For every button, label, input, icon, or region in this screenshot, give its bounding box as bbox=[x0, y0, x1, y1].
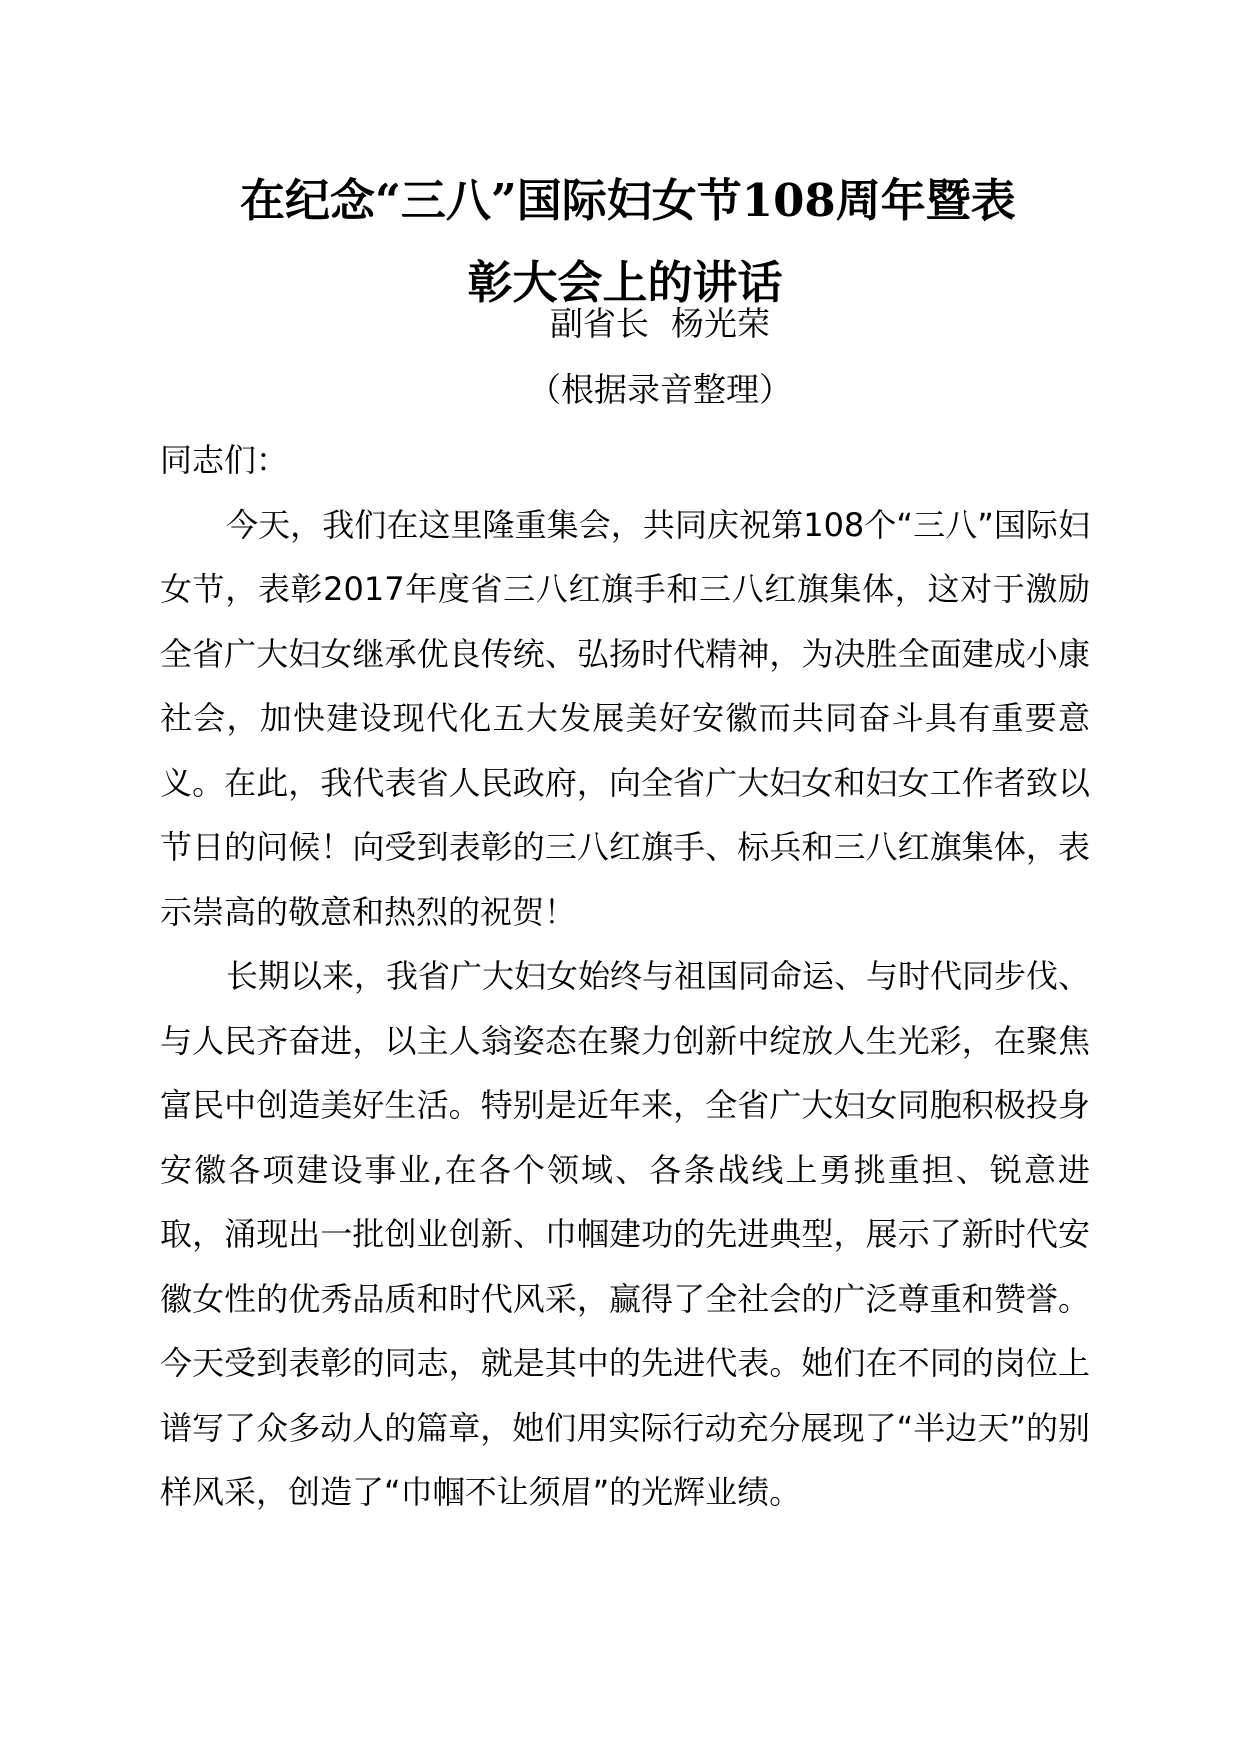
transcription-note: （根据录音整理） bbox=[528, 370, 792, 409]
author-line bbox=[0, 300, 1240, 348]
salutation: 同志们： bbox=[160, 441, 289, 479]
title-line-2: 彰大会上的讲话 bbox=[467, 256, 783, 309]
author-position: 副省长 bbox=[550, 304, 649, 343]
paragraph-2: 长期以来，我省广大妇女始终与祖国同命运、与时代同步伐、与人民齐奋进，以主人翁姿态在聚力创新中绽放人生光彩，在聚焦富民中创造美好生活。特别是近年来，全省广大妇女同胞积极投身安徽各项建设事业,在各个领域、各条战线上勇挑重担、锐意进取，涌现出一批创业创新、巾帼建功的先进典型，展示了新时代安徽女性的优秀品质和时代风采，赢得了全社会的广泛尊重和赞誉。今天受到表彰的同志，就是其中的先进代表。她们在不同的岗位上谱写了众多动人的篇章，她们用实际行动充分展现了“半边天”的别样风采，创造了“巾帼不让须眉”的光辉业绩。 bbox=[160, 957, 1091, 1511]
paragraph-1: 今天，我们在这里隆重集会，共同庆祝第108个“三八”国际妇女节，表彰2017年度省三八红旗手和三八红旗集体，这对于激励全省广大妇女继承优良传统、弘扬时代精神，为决胜全面建成小康社会，加快建设现代化五大发展美好安徽而共同奋斗具有重要意义。在此，我代表省人民政府，向全省广大妇女和妇女工作者致以节日的问候！向受到表彰的三八红旗手、标兵和三八红旗集体，表示崇高的敬意和热烈的祝贺！ bbox=[160, 505, 1090, 931]
title-line-1: 在纪念“三八”国际妇女节108周年暨表 bbox=[240, 174, 1016, 227]
speech-body bbox=[160, 428, 1090, 1525]
author-name: 杨光荣 bbox=[671, 304, 770, 343]
